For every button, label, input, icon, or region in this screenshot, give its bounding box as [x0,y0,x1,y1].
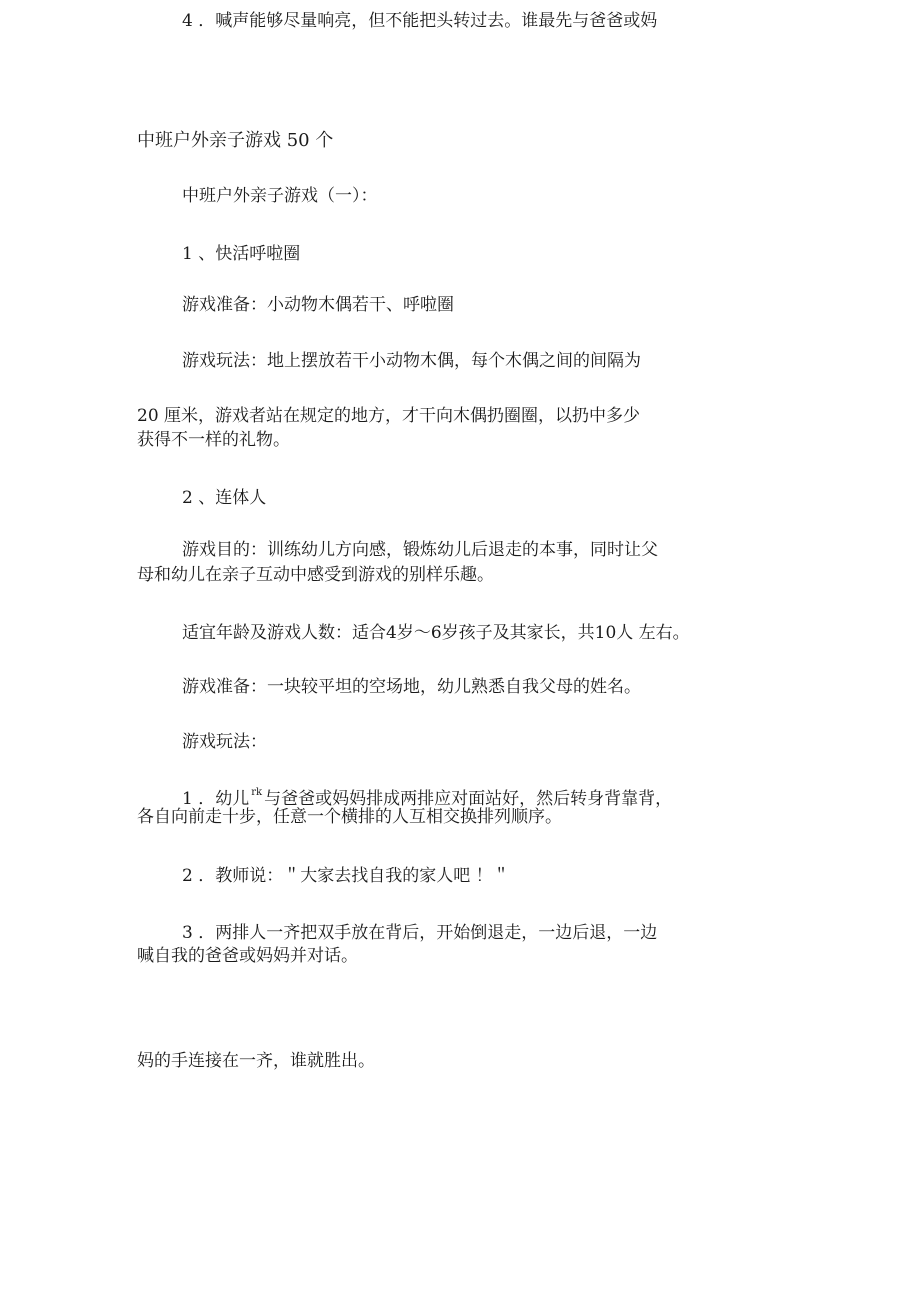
game-1-rules-line-3: 获得不一样的礼物。 [137,430,290,450]
section-heading: 中班户外亲子游戏（一）： [182,186,378,206]
game-2-rule-3-continued: 喊自我的爸爸或妈妈并对话。 [137,946,358,966]
game-1-rules-line-2: 20 厘米，游戏者站在规定的地方，才干向木偶扔圈圈，以扔中多少 [137,406,641,426]
document-title: 中班户外亲子游戏 50 个 [137,130,334,151]
game-1-preparation: 游戏准备：小动物木偶若干、呼啦圈 [182,295,454,315]
game-2-title: 2 、连体人 [182,488,267,508]
game-1-rules-line-1: 游戏玩法：地上摆放若干小动物木偶，每个木偶之间的间隔为 [182,351,641,371]
game-1-title: 1 、快活呼啦圈 [182,244,301,264]
rule-1-rest: 与爸爸或妈妈排成两排应对面站好，然后转身背靠背， [264,789,673,809]
game-2-age-and-players: 适宜年龄及游戏人数：适合4岁～6岁孩子及其家长，共10人 左右。 [182,623,690,643]
rule-4-continued: 4 ．喊声能够尽量响亮，但不能把头转过去。谁最先与爸爸或妈 [182,11,658,31]
game-2-rules-heading: 游戏玩法： [182,732,267,752]
game-2-purpose-line-1: 游戏目的：训练幼儿方向感，锻炼幼儿后退走的本事，同时让父 [182,540,658,560]
rule-1-start: 1 ．幼儿 [182,789,250,809]
game-2-rule-3: 3 ．两排人一齐把双手放在背后，开始倒退走，一边后退，一边 [182,923,658,943]
game-2-preparation: 游戏准备：一块较平坦的空场地，幼儿熟悉自我父母的姓名。 [182,677,641,697]
game-2-rule-2: 2 ．教师说：＂大家去找自我的家人吧 ！＂ [182,866,510,886]
game-2-purpose-line-2: 母和幼儿在亲子互动中感受到游戏的别样乐趣。 [137,565,494,585]
stray-superscript: rk [251,787,263,798]
rule-4-ending: 妈的手连接在一齐，谁就胜出。 [137,1051,375,1071]
game-2-rule-1-continued: 各自向前走十步，任意一个横排的人互相交换排列顺序。 [137,807,562,827]
